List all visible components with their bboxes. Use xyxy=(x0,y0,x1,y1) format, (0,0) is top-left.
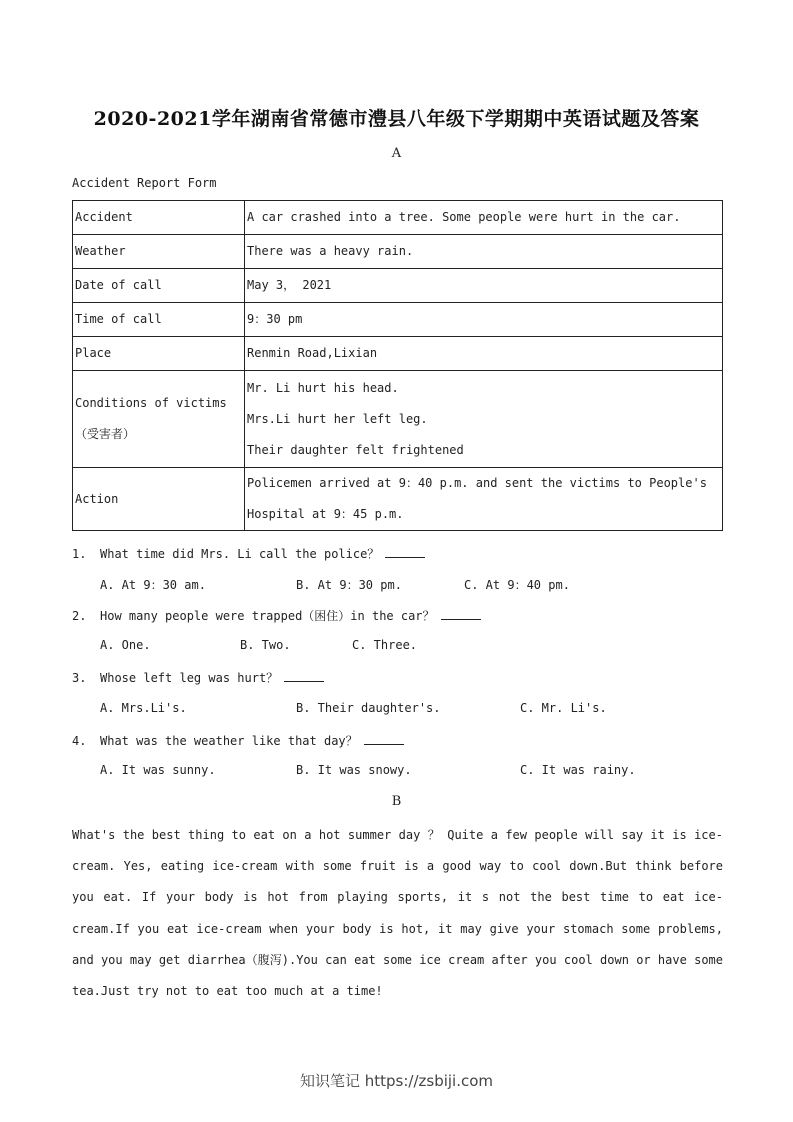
table-row xyxy=(73,468,723,531)
question-number: 4. xyxy=(72,734,87,748)
row-label: Weather xyxy=(73,235,245,269)
option: B. Their daughter's. xyxy=(296,701,441,715)
row-value xyxy=(245,371,723,468)
row-value: May 3， 2021 xyxy=(245,269,723,303)
row-value-line: Mr. Li hurt his head. xyxy=(247,380,399,395)
row-value: 9：30 pm xyxy=(245,303,723,337)
row-label: Action xyxy=(73,468,245,531)
answer-blank[interactable] xyxy=(441,609,481,620)
row-label: Conditions of victims（受害者） xyxy=(73,371,245,468)
question-text: Whose left leg was hurt？ xyxy=(100,671,279,685)
question-4 xyxy=(72,732,404,749)
option: B. At 9：30 pm. xyxy=(296,578,402,592)
option: C. Three. xyxy=(352,638,418,652)
question-3 xyxy=(72,669,324,686)
option: C. It was rainy. xyxy=(520,763,636,777)
question-number: 2. xyxy=(72,609,87,623)
row-value-line: Their daughter felt frightened xyxy=(247,442,464,457)
question-number: 3. xyxy=(72,671,87,685)
option: A. At 9：30 am. xyxy=(100,578,206,592)
row-value: A car crashed into a tree. Some people were hurt in the car. xyxy=(245,201,723,235)
question-text: What was the weather like that day？ xyxy=(100,734,358,748)
option: A. Mrs.Li's. xyxy=(100,701,187,715)
section-a-heading: A xyxy=(391,146,402,161)
table-row xyxy=(73,371,723,468)
row-value-line: Mrs.Li hurt her left leg. xyxy=(247,411,428,426)
table-row xyxy=(73,235,723,269)
reading-passage: What's the best thing to eat on a hot summer day ？ Quite a few people will say it is ice-cream. Yes, eating ice-cream with some fruit is a good way to cool down.But think before you eat. If your body is hot from playing sports, it s not the best time to eat ice-cream.If you eat ice-cream when your body is hot, it may give your stomach some problems, and you may get diarrhea（腹泻).You can eat some ice cream after you cool down or have some tea.Just try not to eat too much at a time! xyxy=(72,828,723,999)
option: C. At 9：40 pm. xyxy=(464,578,570,592)
option: C. Mr. Li's. xyxy=(520,701,607,715)
option: A. It was sunny. xyxy=(100,763,216,777)
row-value: There was a heavy rain. xyxy=(245,235,723,269)
row-value: Policemen arrived at 9：40 p.m. and sent the victims to People's Hospital at 9：45 p.m. xyxy=(245,468,723,531)
table-row xyxy=(73,337,723,371)
option: B. It was snowy. xyxy=(296,763,412,777)
row-label: Accident xyxy=(73,201,245,235)
option: B. Two. xyxy=(240,638,291,652)
question-text: What time did Mrs. Li call the police？ xyxy=(100,547,380,561)
row-label: Date of call xyxy=(73,269,245,303)
question-1 xyxy=(72,545,425,562)
form-title: Accident Report Form xyxy=(72,176,217,190)
option: A. One. xyxy=(100,638,151,652)
row-value: Renmin Road,Lixian xyxy=(245,337,723,371)
page-title: 2020-2021学年湖南省常德市澧县八年级下学期期中英语试题及答案 xyxy=(93,108,700,130)
question-text: How many people were trapped（困住）in the car？ xyxy=(100,609,435,623)
section-b-heading: B xyxy=(391,794,402,809)
row-label: Place xyxy=(73,337,245,371)
accident-report-table xyxy=(72,200,723,531)
question-2 xyxy=(72,607,481,624)
question-number: 1. xyxy=(72,547,87,561)
footer-watermark[interactable]: 知识笔记 https://zsbiji.com xyxy=(299,1072,494,1090)
answer-blank[interactable] xyxy=(364,734,404,745)
table-row xyxy=(73,303,723,337)
table-row xyxy=(73,269,723,303)
answer-blank[interactable] xyxy=(284,671,324,682)
answer-blank[interactable] xyxy=(385,547,425,558)
table-row xyxy=(73,201,723,235)
row-label: Time of call xyxy=(73,303,245,337)
